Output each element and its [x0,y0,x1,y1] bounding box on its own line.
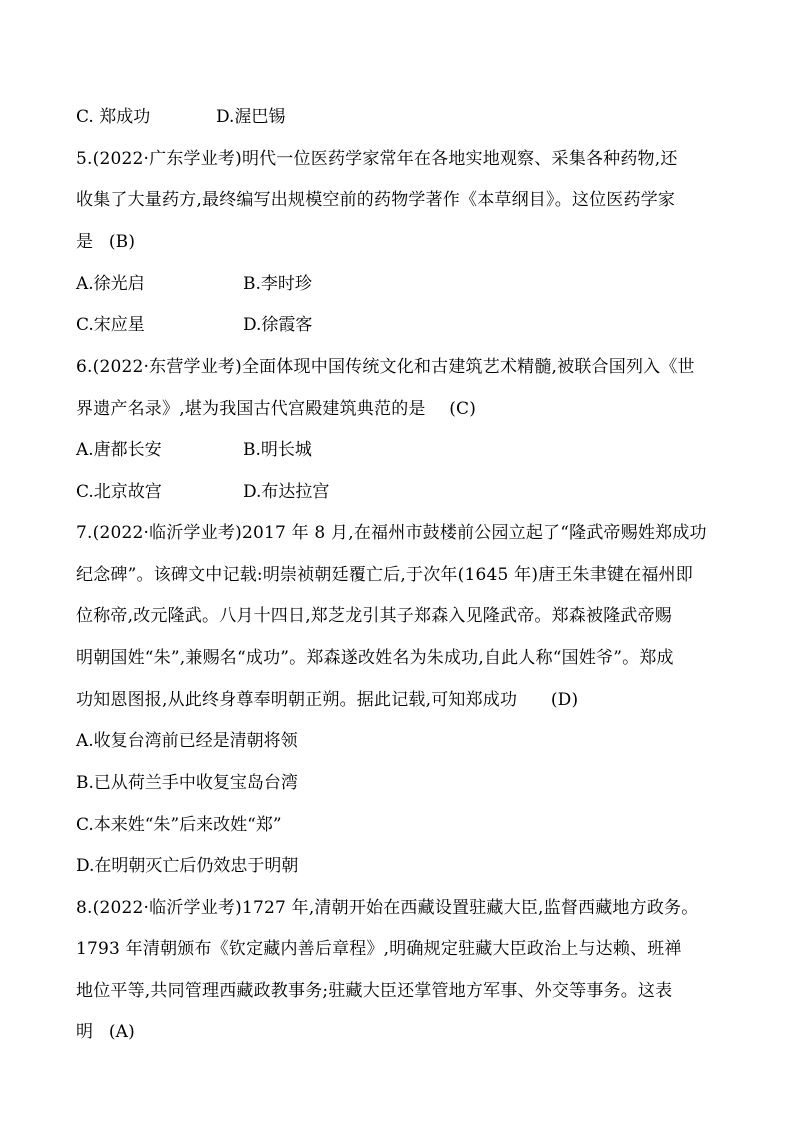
q7-answer: (D) [550,690,579,710]
q5-option-b: B.李时珍 [243,274,312,294]
q8-stem-text: 明 [76,1022,94,1042]
q6-option-d: D.布达拉宫 [243,482,330,502]
q5-option-a: A.徐光启 [76,274,145,294]
q5-stem-line-1: 5.(2022·广东学业考)明代一位医药学家常年在各地实地观察、采集各种药物,还 [76,149,678,169]
q5-answer: (B) [108,232,136,252]
q8-stem-line-2: 1793 年清朝颁布《钦定藏内善后章程》,明确规定驻藏大臣政治上与达赖、班禅 [76,939,682,959]
q7-stem-line-2: 纪念碑”。该碑文中记载:明崇祯朝廷覆亡后,于次年(1645 年)唐王朱聿键在福州即 [76,565,693,585]
q6-answer: (C) [449,399,477,419]
q7-stem-line-1: 7.(2022·临沂学业考)2017 年 8 月,在福州市鼓楼前公园立起了“隆武帝赐姓郑成功 [76,523,707,543]
q7-option-b: B.已从荷兰手中收复宝岛台湾 [76,773,298,793]
q7-option-d: D.在明朝灭亡后仍效忠于明朝 [76,856,299,876]
q7-option-a: A.收复台湾前已经是清朝将领 [76,731,298,751]
q7-stem-line-3: 位称帝,改元隆武。八月十四日,郑芝龙引其子郑森入见隆武帝。郑森被隆武帝赐 [76,606,673,626]
q8-stem-line-1: 8.(2022·临沂学业考)1727 年,清朝开始在西藏设置驻藏大臣,监督西藏地方政务。 [76,898,699,918]
q7-option-c: C.本来姓“朱”后来改姓“郑” [76,815,282,835]
q8-stem-line-3: 地位平等,共同管理西藏政教事务;驻藏大臣还掌管地方军事、外交等事务。这表 [76,981,673,1001]
q8-answer: (A) [108,1022,135,1042]
q6-option-a: A.唐都长安 [76,440,162,460]
q7-stem-line-5 [76,688,578,712]
q8-stem-line-4 [76,1020,135,1044]
q5-stem-line-3 [76,230,135,254]
q6-stem-line-1: 6.(2022·东营学业考)全面体现中国传统文化和古建筑艺术精髓,被联合国列入《世 [76,357,695,377]
q6-option-b: B.明长城 [243,440,312,460]
q4-option-c: C. 郑成功 [76,107,151,127]
q7-stem-line-4: 明朝国姓“朱”,兼赐名“成功”。郑森遂改姓名为朱成功,自此人称“国姓爷”。郑成 [76,648,674,668]
q5-option-d: D.徐霞客 [243,315,313,335]
q7-stem-text: 功知恩图报,从此终身尊奉明朝正朔。据此记载,可知郑成功 [76,690,518,710]
q6-stem-line-2 [76,397,476,421]
q5-stem-text: 是 [76,232,94,252]
q4-option-d: D.渥巴锡 [216,107,286,127]
q6-option-c: C.北京故宫 [76,482,162,502]
q5-option-c: C.宋应星 [76,315,145,335]
q5-stem-line-2: 收集了大量药方,最终编写出规模空前的药物学著作《本草纲目》。这位医药学家 [76,190,676,210]
q6-stem-text: 界遗产名录》,堪为我国古代宫殿建筑典范的是 [76,399,426,419]
